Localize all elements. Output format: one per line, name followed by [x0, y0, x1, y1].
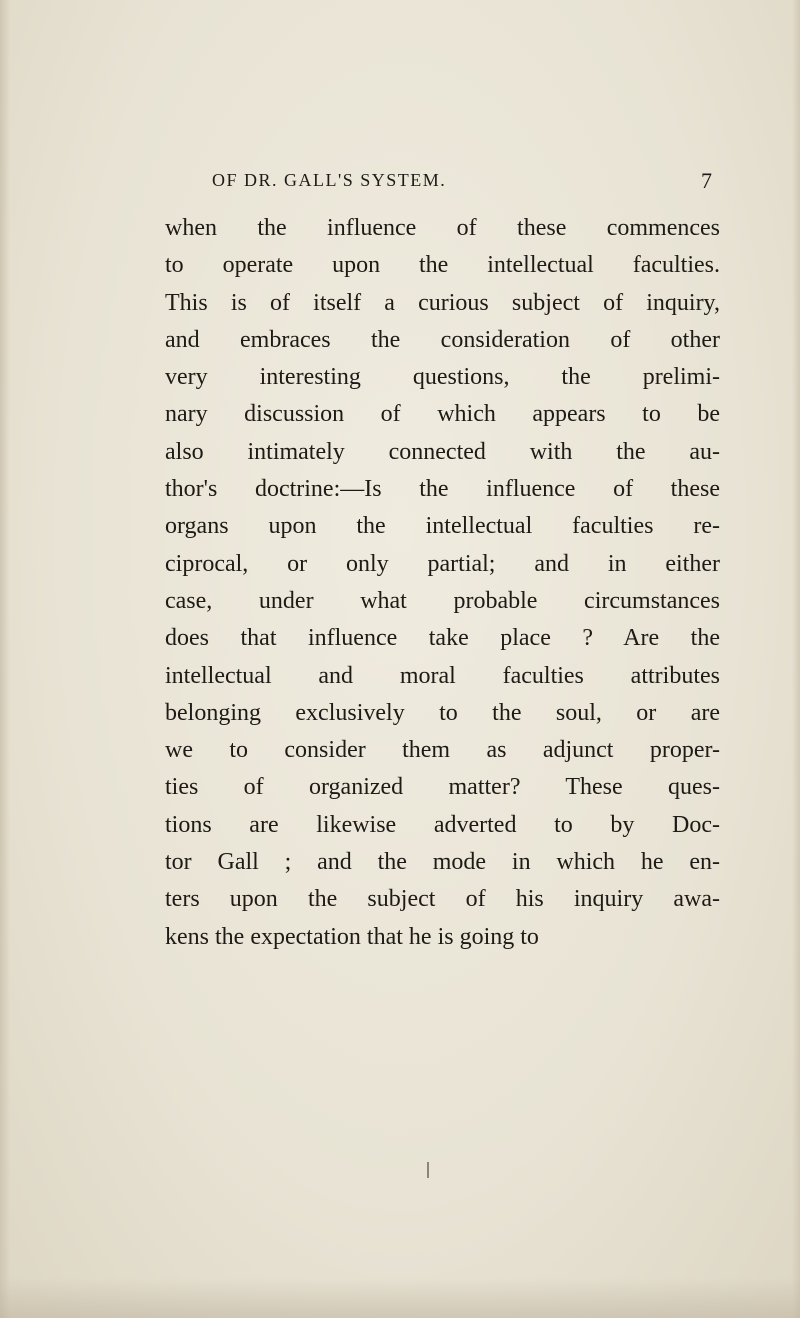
page-number: 7	[701, 168, 712, 193]
text-line: nary discussion of which appears to be	[165, 401, 720, 428]
text-line: does that influence take place ? Are the	[165, 625, 720, 652]
text-line: This is of itself a curious subject of inquiry,	[165, 289, 720, 316]
running-head: OF DR. GALL'S SYSTEM.	[212, 170, 447, 190]
body-text	[165, 210, 720, 956]
text-line: organs upon the intellectual faculties re-	[165, 513, 720, 540]
text-line: tions are likewise adverted to by Doc-	[165, 811, 720, 838]
text-line: ties of organized matter? These ques-	[165, 774, 720, 801]
text-line: also intimately connected with the au-	[165, 438, 720, 465]
text-line: kens the expectation that he is going to	[165, 923, 539, 950]
text-line: ciprocal, or only partial; and in either	[165, 550, 720, 577]
text-line: belonging exclusively to the soul, or are	[165, 699, 720, 726]
text-line: ters upon the subject of his inquiry awa-	[165, 886, 720, 913]
text-line: tor Gall ; and the mode in which he en-	[165, 849, 720, 876]
text-line: intellectual and moral faculties attributes	[165, 662, 720, 689]
text-line: when the influence of these commences	[165, 215, 720, 241]
page-header	[212, 170, 712, 200]
text-line: very interesting questions, the prelimi-	[165, 364, 720, 391]
text-line: to operate upon the intellectual faculties.	[165, 252, 720, 279]
ink-speck	[427, 1162, 429, 1178]
text-line: thor's doctrine:—Is the influence of these	[165, 476, 720, 503]
text-line: and embraces the consideration of other	[165, 326, 720, 353]
page-bottom-shadow	[0, 1278, 800, 1318]
text-line: we to consider them as adjunct proper-	[165, 737, 720, 764]
page-edge-shadow	[792, 0, 800, 1318]
page-gutter-shadow	[0, 0, 10, 1318]
text-line: case, under what probable circumstances	[165, 587, 720, 614]
